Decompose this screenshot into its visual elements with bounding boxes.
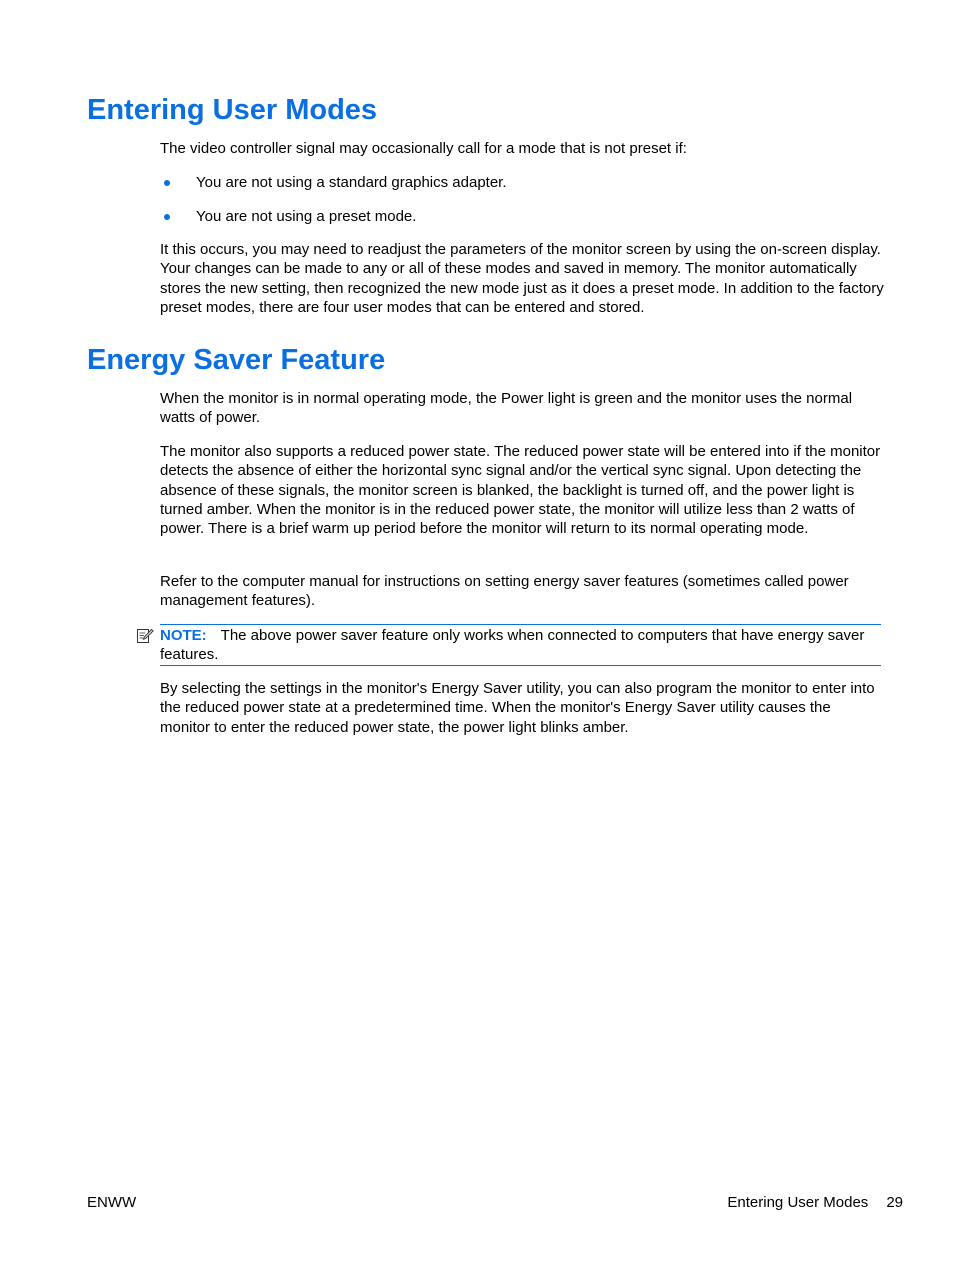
note-body (160, 626, 881, 665)
note-pencil-icon (136, 627, 154, 645)
energy-paragraph-1: When the monitor is in normal operating mode, the Power light is green and the monitor uses the normal watts of power. (160, 390, 853, 427)
note-label: NOTE: (160, 627, 207, 644)
energy-closing-paragraph: By selecting the settings in the monitor's Energy Saver utility, you can also program the monitor to enter into the reduced power state at a predetermined time. When the monitor's Energy Saver utility causes the monitor to enter the reduced power state, the power light blinks amber. (160, 680, 875, 736)
bullet-text: You are not using a standard graphics adapter. (196, 174, 507, 191)
footer-left-label: ENWW (87, 1194, 137, 1211)
note-text: The above power saver feature only works when connected to computers that have energy saver features. (160, 627, 865, 664)
footer-right (727, 1193, 903, 1212)
energy-paragraph-2: The monitor also supports a reduced power state. The reduced power state will be entered into if the monitor detects the absence of either the horizontal sync signal and/or the vertical sync signal. Upon detecting the absence of these signals, the monitor screen is blanked, the backlight is turned off, and the power light is turned amber. When the monitor is in the reduced power state, the monitor will utilize less than 2 watts of power. There is a brief warm up period before the monitor will return to its normal operating mode. (160, 443, 881, 538)
bullet-text: You are not using a preset mode. (196, 208, 417, 225)
user-modes-paragraph: It this occurs, you may need to readjust the parameters of the monitor screen by using the on-screen display. Your changes can be made to any or all of these modes and saved in memory. The monitor automatically stores the new setting, then recognized the new mode just as it does a preset mode. In addition to the factory preset modes, there are four user modes that can be entered and stored. (160, 241, 884, 316)
section-title-energy-saver-feature: Energy Saver Feature (87, 344, 386, 376)
section-title-entering-user-modes: Entering User Modes (87, 94, 378, 126)
footer-section-title: Entering User Modes (727, 1194, 869, 1211)
bullet-icon (164, 214, 170, 220)
energy-paragraph-3: Refer to the computer manual for instructions on setting energy saver features (sometimes called power management features). (160, 573, 849, 610)
bullet-icon (164, 180, 170, 186)
intro-paragraph: The video controller signal may occasionally call for a mode that is not preset if: (160, 140, 687, 157)
page-number: 29 (886, 1194, 903, 1211)
note-box (160, 624, 881, 666)
